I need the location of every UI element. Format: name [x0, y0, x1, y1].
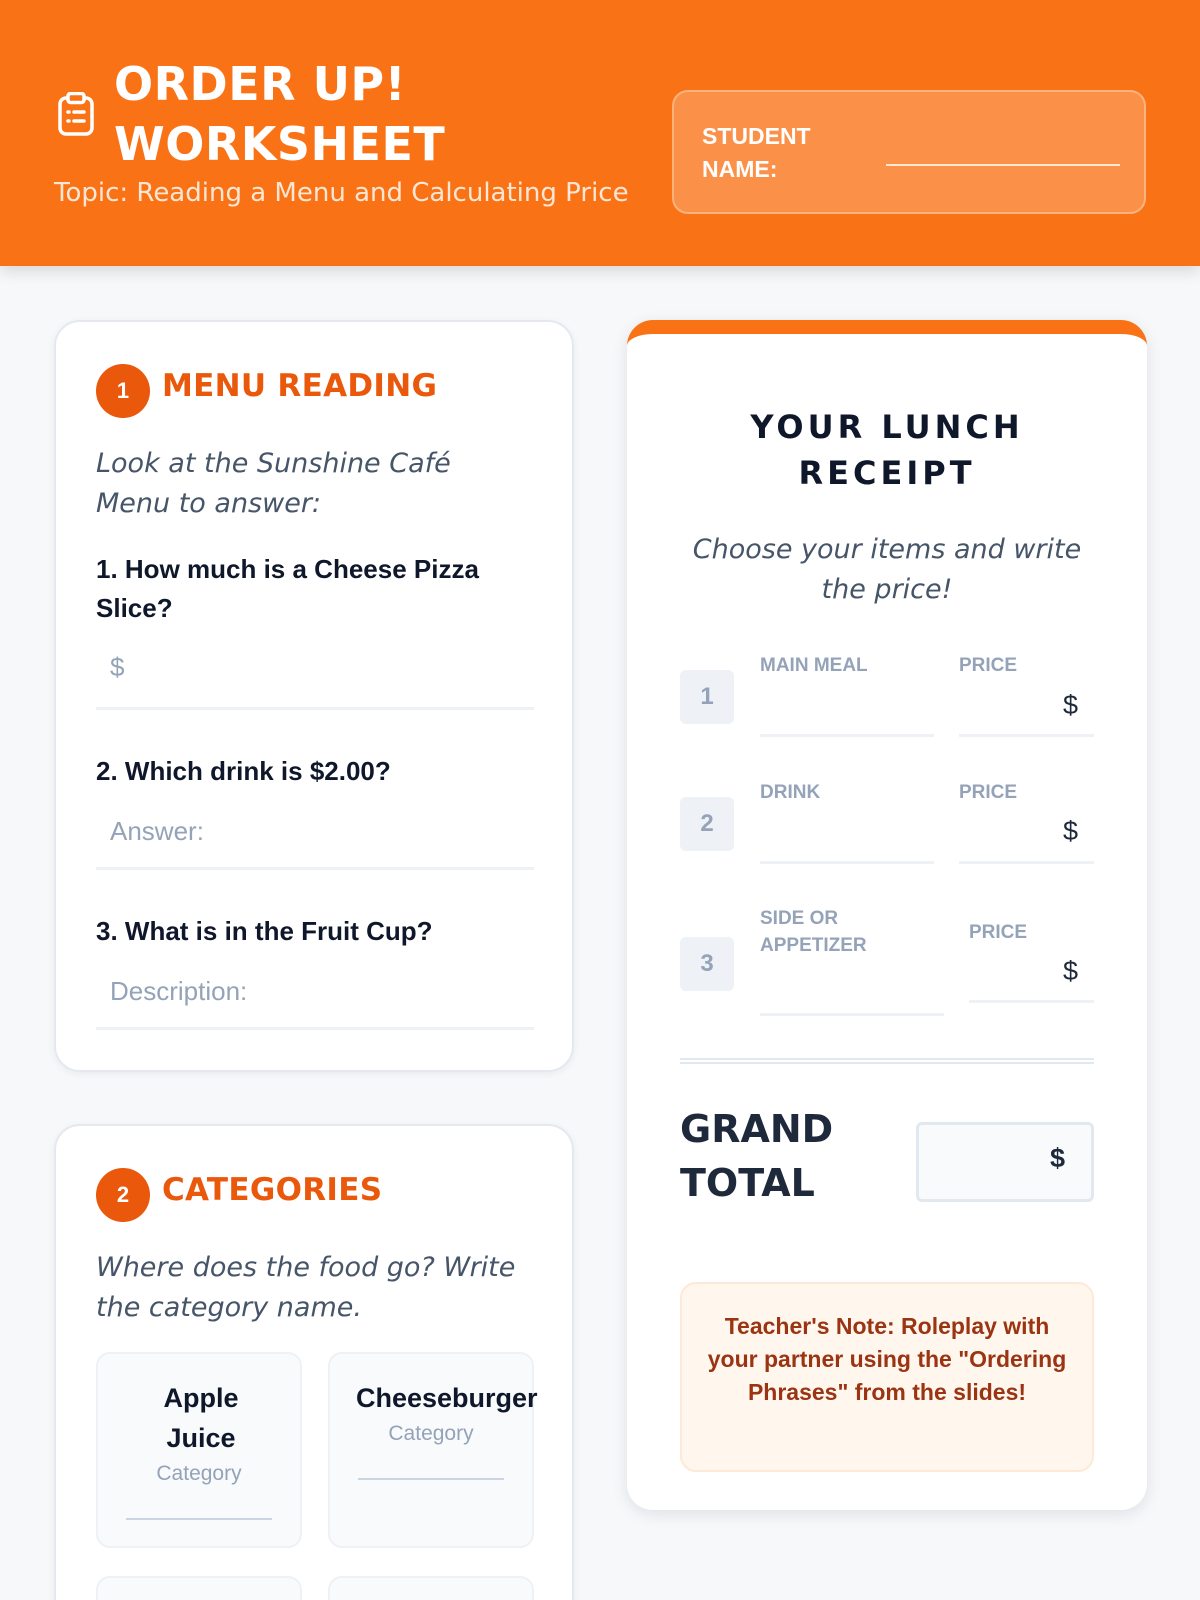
receipt-instruction: Choose your items and write the price! [692, 534, 1082, 605]
category-tile [96, 1352, 302, 1548]
item-label: MAIN MEAL [760, 655, 868, 676]
page-title [114, 54, 574, 174]
category-tile [96, 1576, 302, 1600]
receipt-divider [680, 1058, 1094, 1064]
item-label: SIDE OR APPETIZER [760, 908, 867, 956]
clipboard-list-icon [57, 92, 95, 136]
food-name: Apple Juice [163, 1383, 239, 1453]
item-field[interactable] [760, 734, 934, 737]
grand-total-field[interactable] [916, 1122, 1094, 1202]
section-badge: 2 [96, 1168, 150, 1222]
category-label: Category [388, 1422, 474, 1445]
worksheet-header [0, 0, 1200, 266]
price-field[interactable] [969, 1000, 1094, 1003]
student-name-box [672, 90, 1146, 214]
price-field[interactable] [959, 861, 1094, 864]
category-answer-line[interactable] [126, 1518, 272, 1520]
question-1: 1. How much is a Cheese Pizza Slice? [96, 554, 479, 623]
item-field[interactable] [760, 861, 934, 864]
price-currency: $ [1063, 956, 1079, 986]
categories-card [54, 1124, 574, 1600]
answer-placeholder: Answer: [110, 816, 204, 846]
answer-field-1[interactable] [96, 652, 534, 710]
row-number: 1 [680, 670, 734, 724]
section-badge: 1 [96, 364, 150, 418]
answer-field-3[interactable] [96, 976, 534, 1030]
section-title: CATEGORIES [162, 1172, 383, 1208]
row-number: 2 [680, 797, 734, 851]
question-3: 3. What is in the Fruit Cup? [96, 916, 433, 946]
section-instruction: Where does the food go? Write the category name. [96, 1252, 516, 1323]
student-label-line-2: NAME: [702, 156, 778, 182]
lunch-receipt-card [627, 320, 1147, 1510]
answer-placeholder: Description: [110, 976, 248, 1006]
category-tile [328, 1576, 534, 1600]
section-title: MENU READING [162, 368, 438, 404]
item-label: DRINK [760, 782, 821, 803]
grand-total-line-1: GRAND [680, 1107, 834, 1151]
menu-reading-card [54, 320, 574, 1072]
price-currency: $ [1063, 690, 1079, 720]
row-number: 3 [680, 937, 734, 991]
question-2: 2. Which drink is $2.00? [96, 756, 391, 786]
total-currency: $ [1049, 1143, 1065, 1173]
receipt-title [627, 404, 1147, 496]
grand-total-line-2: TOTAL [680, 1161, 815, 1205]
topic-subtitle: Topic: Reading a Menu and Calculating Price [54, 178, 629, 208]
price-label: PRICE [959, 655, 1018, 676]
price-currency: $ [1063, 816, 1079, 846]
teacher-note: Teacher's Note: Roleplay with your partner using the "Ordering Phrases" from the slides! [680, 1282, 1094, 1472]
food-name: Cheeseburger [356, 1383, 538, 1413]
title-line-2: WORKSHEET [114, 117, 446, 171]
student-label-line-1: STUDENT [702, 123, 811, 149]
student-name-label [702, 120, 852, 186]
answer-placeholder: $ [110, 652, 125, 682]
answer-field-2[interactable] [96, 816, 534, 870]
title-line-1: ORDER UP! [114, 57, 407, 111]
category-tile [328, 1352, 538, 1548]
student-name-field[interactable] [886, 164, 1120, 166]
price-label: PRICE [969, 922, 1028, 943]
receipt-title-line-2: RECEIPT [798, 454, 976, 492]
price-label: PRICE [959, 782, 1018, 803]
section-instruction: Look at the Sunshine Café Menu to answer: [96, 448, 451, 519]
category-label: Category [156, 1462, 242, 1485]
grand-total-label [680, 1102, 833, 1210]
item-field[interactable] [760, 1013, 944, 1016]
receipt-title-line-1: YOUR LUNCH [750, 408, 1024, 446]
price-field[interactable] [959, 734, 1094, 737]
category-answer-line[interactable] [358, 1478, 504, 1480]
